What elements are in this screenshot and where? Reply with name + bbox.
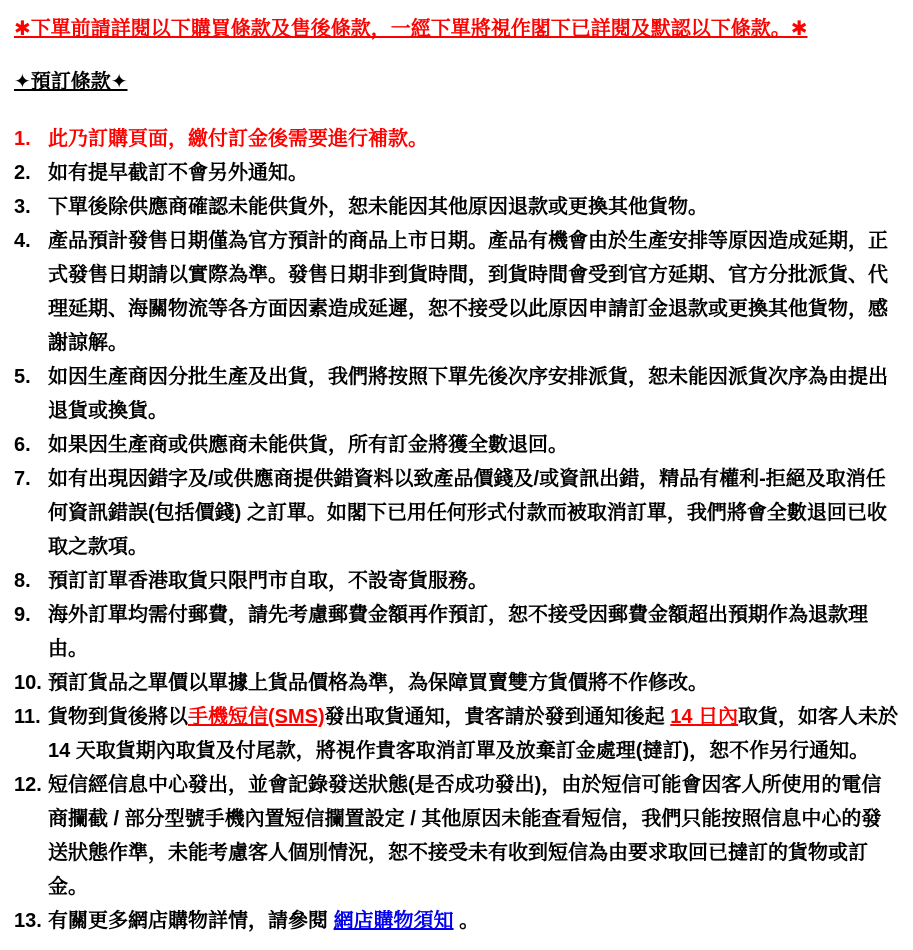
term-number: 8.	[14, 570, 31, 592]
term-item	[14, 564, 901, 598]
term-item	[14, 122, 901, 156]
term-text	[48, 190, 901, 224]
term-item	[14, 224, 901, 360]
term-text	[48, 598, 901, 666]
term-number: 13.	[14, 910, 42, 932]
term-segment: 如有出現因錯字及/或供應商提供錯資料以致產品價錢及/或資訊出錯，精品有權利-拒絕及取消任何資訊錯誤(包括價錢) 之訂單。如閣下已用任何形式付款而被取消訂單，我們將會全數退回已收取之款項。	[48, 468, 887, 558]
term-item	[14, 666, 901, 700]
term-number: 12.	[14, 774, 42, 796]
term-segment: 預訂貨品之單價以單據上貨品價格為準，為保障買賣雙方貨價將不作修改。	[48, 672, 708, 694]
term-number: 11.	[14, 706, 41, 728]
term-item	[14, 768, 901, 904]
sms-highlight: 手機短信(SMS)	[188, 706, 325, 728]
term-segment: 海外訂單均需付郵費，請先考慮郵費金額再作預訂，恕不接受因郵費金額超出預期作為退款理由。	[48, 604, 868, 660]
term-text	[48, 564, 901, 598]
terms-list	[14, 122, 901, 938]
term-number: 4.	[14, 230, 31, 252]
term-item	[14, 428, 901, 462]
term-item	[14, 700, 901, 768]
term-item	[14, 904, 901, 938]
term-text	[48, 224, 901, 360]
term-text	[48, 156, 901, 190]
term-segment: 如因生產商因分批生產及出貨，我們將按照下單先後次序安排派貨，恕未能因派貨次序為由提出退貨或換貨。	[48, 366, 888, 422]
section-title: ✦預訂條款✦	[14, 71, 128, 93]
term-segment: 發出取貨通知，貴客請於發到通知後起	[324, 706, 671, 728]
term-segment: 短信經信息中心發出，並會記錄發送狀態(是否成功發出)，由於短信可能會因客人所使用的電信商攔截 / 部分型號手機內置短信攔置設定 / 其他原因未能查看短信，我們只能按照信息中心的發送狀態作準，未能考慮客人個別情況，恕不接受未有收到短信為由要求取回已撻訂的貨物或訂金。	[48, 774, 882, 898]
term-number: 10.	[14, 672, 42, 694]
term-segment: 如有提早截訂不會另外通知。	[48, 162, 308, 184]
term-item	[14, 462, 901, 564]
term-text	[48, 428, 901, 462]
term-text	[48, 666, 901, 700]
term-item	[14, 360, 901, 428]
term-number: 5.	[14, 366, 31, 388]
term-segment: 貨物到貨後將以	[48, 706, 188, 728]
deadline-highlight: 14 日內	[670, 706, 739, 728]
term-item	[14, 190, 901, 224]
term-text	[48, 462, 901, 564]
term-item	[14, 156, 901, 190]
term-segment: 取貨，如客人未於 14 天取貨期內取貨及付尾款，將視作貴客取消訂單及放棄訂金處理(撻訂)，恕不作另行通知。	[48, 706, 899, 762]
term-segment: 預訂訂單香港取貨只限門市自取，不設寄貨服務。	[48, 570, 488, 592]
term-number: 9.	[14, 604, 31, 626]
term-number: 6.	[14, 434, 31, 456]
term-text	[48, 904, 901, 938]
term-segment: 產品預計發售日期僅為官方預計的商品上市日期。產品有機會由於生產安排等原因造成延期，正式發售日期請以實際為準。發售日期非到貨時間，到貨時間會受到官方延期、官方分批派貨、代理延期、海關物流等各方面因素造成延遲，恕不接受以此原因申請訂金退款或更換其他貨物，感謝諒解。	[48, 230, 888, 354]
term-number: 1.	[14, 128, 31, 150]
shop-guide-link[interactable]: 網店購物須知	[333, 910, 454, 932]
term-text	[48, 360, 901, 428]
term-segment: 。	[453, 910, 480, 932]
term-text	[48, 700, 901, 768]
term-number: 3.	[14, 196, 31, 218]
term-item	[14, 598, 901, 666]
pre-order-warning: ✱下單前請詳閱以下購買條款及售後條款，一經下單將視作閣下已詳閱及默認以下條款。✱	[14, 18, 808, 40]
term-text	[48, 768, 901, 904]
term-number: 2.	[14, 162, 31, 184]
term-segment: 如果因生產商或供應商未能供貨，所有訂金將獲全數退回。	[48, 434, 568, 456]
term-segment: 此乃訂購頁面，繳付訂金後需要進行補款。	[48, 128, 428, 150]
term-segment: 有關更多網店購物詳情，請參閱	[48, 910, 334, 932]
term-text	[48, 122, 901, 156]
term-segment: 下單後除供應商確認未能供貨外，恕未能因其他原因退款或更換其他貨物。	[48, 196, 708, 218]
term-number: 7.	[14, 468, 31, 490]
